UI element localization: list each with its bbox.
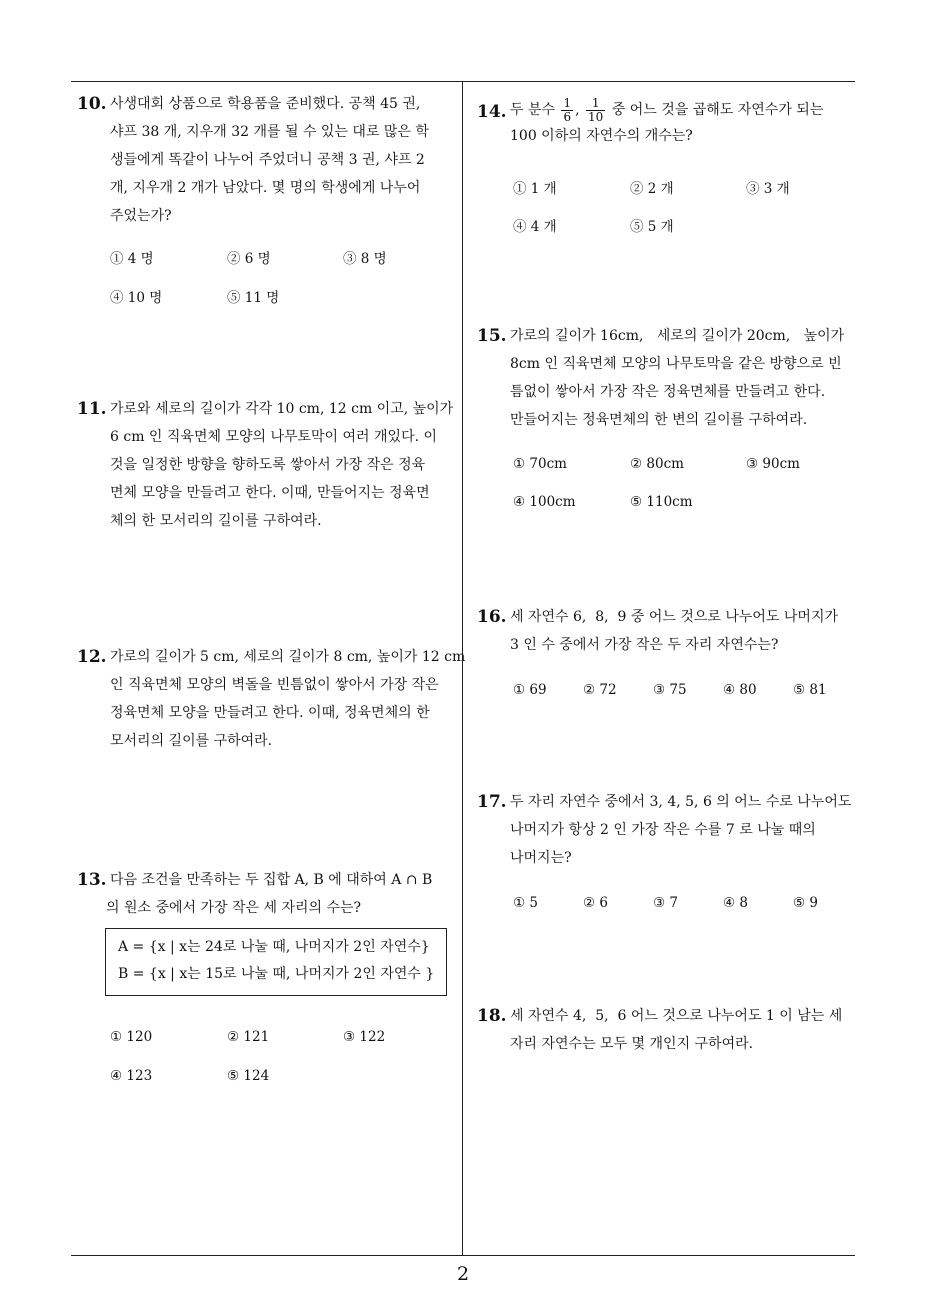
question-number: 10. <box>77 94 107 114</box>
choice-4[interactable]: ④ 123 <box>110 1068 153 1084</box>
choice-4[interactable]: ④ 4 개 <box>513 219 557 235</box>
question-11 <box>77 395 457 535</box>
question-text <box>510 96 862 150</box>
choice-5[interactable]: ⑤ 11 명 <box>227 290 280 306</box>
question-text <box>110 643 466 755</box>
column-divider <box>462 81 463 1255</box>
question-text <box>110 90 457 230</box>
choice-4[interactable]: ④ 80 <box>723 682 757 698</box>
choice-2[interactable]: ② 6 <box>583 895 608 911</box>
question-line: 100 이하의 자연수의 개수는? <box>510 128 693 144</box>
question-line: 3 인 수 중에서 가장 작은 두 자리 자연수는? <box>510 637 779 653</box>
choice-1[interactable]: ① 4 명 <box>110 251 154 267</box>
question-line: 가로의 길이가 5 cm, 세로의 길이가 8 cm, 높이가 12 cm <box>110 649 466 665</box>
question-12 <box>77 643 466 755</box>
question-text <box>510 788 862 872</box>
choice-2[interactable]: ② 6 명 <box>227 251 271 267</box>
choice-1[interactable]: ① 120 <box>110 1029 153 1045</box>
question-line: 인 직육면체 모양의 벽돌을 빈틈없이 쌓아서 가장 작은 <box>110 677 439 693</box>
question-line: 생들에게 똑같이 나누어 주었더니 공책 3 권, 샤프 2 <box>110 152 425 168</box>
question-text <box>510 1002 862 1058</box>
question-line: 의 원소 중에서 가장 작은 세 자리의 수는? <box>106 900 362 916</box>
question-14 <box>477 96 862 150</box>
question-text <box>110 866 457 894</box>
question-line: 가로와 세로의 길이가 각각 10 cm, 12 cm 이고, 높이가 <box>110 401 454 417</box>
choice-5[interactable]: ⑤ 9 <box>793 895 818 911</box>
question-text <box>106 894 457 922</box>
question-line: 가로의 길이가 16cm, 세로의 길이가 20cm, 높이가 <box>510 328 845 344</box>
question-number: 13. <box>77 870 107 890</box>
question-line: 개, 지우개 2 개가 남았다. 몇 명의 학생에게 나누어 <box>110 180 421 196</box>
fraction-one-tenth <box>586 97 605 124</box>
question-number: 12. <box>77 647 107 667</box>
choice-5[interactable]: ⑤ 110cm <box>630 494 693 510</box>
choice-1[interactable]: ① 5 <box>513 895 538 911</box>
choice-5[interactable]: ⑤ 5 개 <box>630 219 674 235</box>
question-line: 모서리의 길이를 구하여라. <box>110 733 273 749</box>
choice-5[interactable]: ⑤ 124 <box>227 1068 270 1084</box>
question-text-fragment: 두 분수 <box>510 102 556 118</box>
question-number: 17. <box>477 792 507 812</box>
choice-5[interactable]: ⑤ 81 <box>793 682 827 698</box>
choice-1[interactable]: ① 69 <box>513 682 547 698</box>
choice-2[interactable]: ② 72 <box>583 682 617 698</box>
question-line: 것을 일정한 방향을 향하도록 쌓아서 가장 작은 정육 <box>110 457 426 473</box>
fraction-denominator: 6 <box>563 109 572 124</box>
question-line: 세 자연수 6, 8, 9 중 어느 것으로 나누어도 나머지가 <box>510 609 839 625</box>
question-line: 사생대회 상품으로 학용품을 준비했다. 공책 45 권, <box>110 96 421 112</box>
question-line: 세 자연수 4, 5, 6 어느 것으로 나누어도 1 이 남는 세 <box>510 1008 843 1024</box>
question-number: 15. <box>477 326 507 346</box>
question-line: 두 자리 자연수 중에서 3, 4, 5, 6 의 어느 수로 나누어도 <box>510 794 852 810</box>
bottom-rule <box>71 1255 855 1256</box>
choice-3[interactable]: ③ 122 <box>343 1029 386 1045</box>
choice-3[interactable]: ③ 7 <box>653 895 678 911</box>
question-text-fragment: 중 어느 것을 곱해도 자연수가 되는 <box>611 102 824 118</box>
fraction-one-sixth <box>561 97 573 124</box>
choice-2[interactable]: ② 2 개 <box>630 181 674 197</box>
condition-set-a: A = {x | x는 24로 나눌 때, 나머지가 2인 자연수} <box>118 939 430 955</box>
choice-3[interactable]: ③ 8 명 <box>343 251 387 267</box>
question-10 <box>77 90 457 230</box>
question-line: 만들어지는 정육면체의 한 변의 길이를 구하여라. <box>510 412 808 428</box>
question-18 <box>477 1002 862 1058</box>
fraction-separator: , <box>575 102 580 118</box>
question-number: 16. <box>477 607 507 627</box>
page-number: 2 <box>456 1263 470 1285</box>
question-line: 체의 한 모서리의 길이를 구하여라. <box>110 513 322 529</box>
condition-set-b: B = {x | x는 15로 나눌 때, 나머지가 2인 자연수 } <box>118 966 435 982</box>
choice-2[interactable]: ② 121 <box>227 1029 270 1045</box>
question-line: 나머지가 항상 2 인 가장 작은 수를 7 로 나눌 때의 <box>510 822 816 838</box>
condition-box <box>105 928 447 996</box>
choice-4[interactable]: ④ 10 명 <box>110 290 163 306</box>
question-line: 틈없이 쌓아서 가장 작은 정육면체를 만들려고 한다. <box>510 384 826 400</box>
question-line: 면체 모양을 만들려고 한다. 이때, 만들어지는 정육면 <box>110 485 430 501</box>
question-line: 정육면체 모양을 만들려고 한다. 이때, 정육면체의 한 <box>110 705 430 721</box>
question-15 <box>477 322 862 434</box>
question-text <box>510 603 862 659</box>
choice-3[interactable]: ③ 90cm <box>746 456 800 472</box>
question-text <box>510 322 862 434</box>
fraction-denominator: 10 <box>588 109 604 124</box>
question-13-line2 <box>77 894 457 922</box>
question-17 <box>477 788 862 872</box>
question-line: 나머지는? <box>510 850 572 866</box>
choice-4[interactable]: ④ 100cm <box>513 494 576 510</box>
question-line: 6 cm 인 직육면체 모양의 나무토막이 여러 개있다. 이 <box>110 429 438 445</box>
question-13 <box>77 866 457 894</box>
choice-2[interactable]: ② 80cm <box>630 456 684 472</box>
question-text <box>110 395 457 535</box>
question-line: 주었는가? <box>110 208 172 224</box>
choice-3[interactable]: ③ 75 <box>653 682 687 698</box>
top-rule <box>71 81 855 82</box>
question-line: 다음 조건을 만족하는 두 집합 A, B 에 대하여 A ∩ B <box>110 872 433 888</box>
question-line <box>510 96 862 124</box>
question-number: 11. <box>77 399 107 419</box>
question-16 <box>477 603 862 659</box>
fraction-numerator: 1 <box>563 95 572 110</box>
choice-4[interactable]: ④ 8 <box>723 895 748 911</box>
fraction-numerator: 1 <box>586 97 605 111</box>
choice-3[interactable]: ③ 3 개 <box>746 181 790 197</box>
question-line: 샤프 38 개, 지우개 32 개를 될 수 있는 대로 많은 학 <box>110 124 429 140</box>
choice-1[interactable]: ① 1 개 <box>513 181 557 197</box>
question-number: 18. <box>477 1006 507 1026</box>
question-line: 8cm 인 직육면체 모양의 나무토막을 같은 방향으로 빈 <box>510 356 842 372</box>
choice-1[interactable]: ① 70cm <box>513 456 567 472</box>
question-number: 14. <box>477 102 507 122</box>
question-line: 자리 자연수는 모두 몇 개인지 구하여라. <box>510 1036 754 1052</box>
